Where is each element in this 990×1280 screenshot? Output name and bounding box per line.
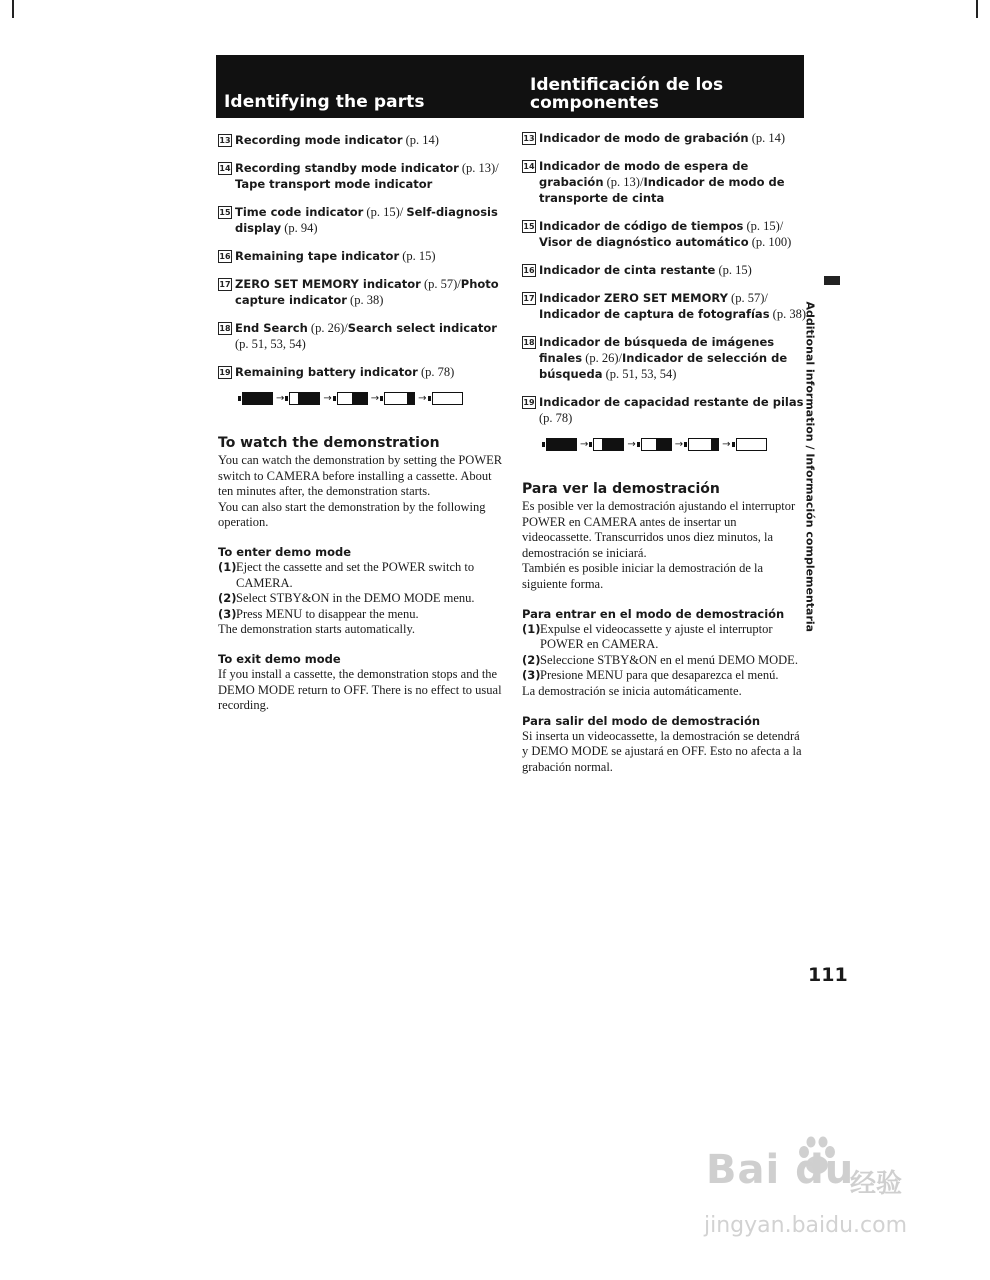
item-number-box: 18 [219,324,231,333]
exit-demo-title: Para salir del modo de demostración [522,713,761,728]
step-item: (1) Expulse el videocassette y ajuste el interruptor POWER en CAMERA. [522,621,773,652]
header-title-spanish: Identificación de los componentes [530,75,724,113]
battery-icon [432,392,463,405]
exit-demo-title: To exit demo mode [218,651,341,666]
arrow-icon: → [323,393,332,404]
list-item: 14 Indicador de modo de espera de grabación (p. 13)/Indicador de modo de transporte de cinta [523,159,785,205]
spanish-column [522,130,807,775]
battery-icon [384,392,415,405]
battery-icon [736,438,767,451]
item-number-box: 15 [523,222,535,231]
list-item: 18 Indicador de búsqueda de imágenes finales (p. 26)/Indicador de selección de búsqueda (p. 51, 53, 54) [523,335,788,381]
battery-icon [289,392,320,405]
item-number-box: 16 [523,266,535,275]
arrow-icon: → [627,439,636,450]
battery-icon [546,438,577,451]
arrow-icon: → [276,393,285,404]
demo-paragraph: You can watch the demonstration by setting the POWER switch to CAMERA before installing a cassette. About ten minutes after, the demonstration starts. [218,453,503,499]
item-number-box: 14 [523,162,535,171]
list-item: 15 Indicador de código de tiempos (p. 15)/ Visor de diagnóstico automático (p. 100) [523,219,792,249]
list-item: 13 Recording mode indicator (p. 14) [219,133,439,147]
demo-section-title: To watch the demonstration [218,435,440,451]
item-number-box: 16 [219,252,231,261]
exit-paragraph: Si inserta un videocassette, la demostración se detendrá y DEMO MODE se ajustará en OFF. Esto no afecta a la grabación normal. [522,728,802,774]
demo-note: The demonstration starts automatically. [218,622,416,637]
arrow-icon: → [722,439,731,450]
watermark-brand: Bai du [706,1147,855,1193]
item-number-box: 19 [219,368,231,377]
battery-icon [688,438,719,451]
demo-paragraph: Es posible ver la demostración ajustando el interruptor POWER en CAMERA antes de insertar un videocassette. Transcurridos unos diez minutos, la demostración se iniciará. [522,499,796,560]
list-item: 19 Remaining battery indicator (p. 78) [219,365,455,379]
page-number: 111 [808,964,848,986]
list-item: 17 ZERO SET MEMORY indicator (p. 57)/Photo capture indicator (p. 38) [219,277,499,307]
step-item: (2) Select STBY&ON in the DEMO MODE menu. [218,591,475,606]
exit-paragraph: If you install a cassette, the demonstration stops and the DEMO MODE return to OFF. There is no effect to usual recording. [218,666,502,713]
battery-icon [593,438,624,451]
list-item: 13 Indicador de modo de grabación (p. 14) [523,131,786,145]
item-number-box: 14 [219,164,231,173]
step-item: (1) Eject the cassette and set the POWER switch to CAMERA. [218,559,475,590]
demo-section-title: Para ver la demostración [522,481,720,497]
page-edge-mark-left [12,0,14,18]
side-tab-label: Additional information / Información complementaria [803,301,817,633]
list-item: 19 Indicador de capacidad restante de pilas (p. 78) [523,395,804,425]
item-number-box: 19 [523,398,535,407]
item-number-box: 15 [219,208,231,217]
demo-paragraph: You can also start the demonstration by the following operation. [218,499,486,530]
item-number-box: 13 [219,136,231,145]
page-edge-mark-right [976,0,978,18]
battery-icon [337,392,368,405]
section-header-bar [216,55,804,118]
enter-demo-title: To enter demo mode [218,544,352,559]
side-tab-marker [824,276,840,285]
battery-indicator-sequence [542,438,807,451]
step-item: (3) Presione MENU para que desaparezca el menú. [522,668,779,683]
list-item: 14 Recording standby mode indicator (p. 13)/ Tape transport mode indicator [219,161,499,191]
demo-note: La demostración se inicia automáticamente. [522,683,742,698]
watermark-chinese: 经验 [850,1169,903,1199]
english-column [218,132,503,714]
item-number-box: 17 [219,280,231,289]
arrow-icon: → [418,393,427,404]
list-item: 16 Remaining tape indicator (p. 15) [219,249,436,263]
item-number-box: 13 [523,134,535,143]
watermark-logo [700,1135,950,1260]
arrow-icon: → [674,439,684,450]
watermark-url: jingyan.baidu.com [704,1213,908,1238]
item-number-box: 17 [523,294,535,303]
step-item: (3) Press MENU to disappear the menu. [218,606,419,621]
list-item: 17 Indicador ZERO SET MEMORY (p. 57)/ Indicador de captura de fotografías (p. 38) [523,291,806,321]
item-number-box: 18 [523,338,535,347]
list-item: 16 Indicador de cinta restante (p. 15) [523,263,752,277]
header-title-english: Identifying the parts [224,92,425,112]
arrow-icon: → [370,393,380,404]
list-item: 15 Time code indicator (p. 15)/ Self-diagnosis display (p. 94) [219,205,498,235]
list-item: 18 End Search (p. 26)/Search select indicator (p. 51, 53, 54) [219,321,497,351]
demo-paragraph: También es posible iniciar la demostración de la siguiente forma. [522,561,764,591]
arrow-icon: → [580,439,589,450]
enter-demo-title: Para entrar en el modo de demostración [522,606,785,621]
battery-icon [242,392,273,405]
battery-icon [641,438,672,451]
battery-indicator-sequence [238,392,503,405]
step-item: (2) Seleccione STBY&ON en el menú DEMO MODE. [522,652,798,667]
